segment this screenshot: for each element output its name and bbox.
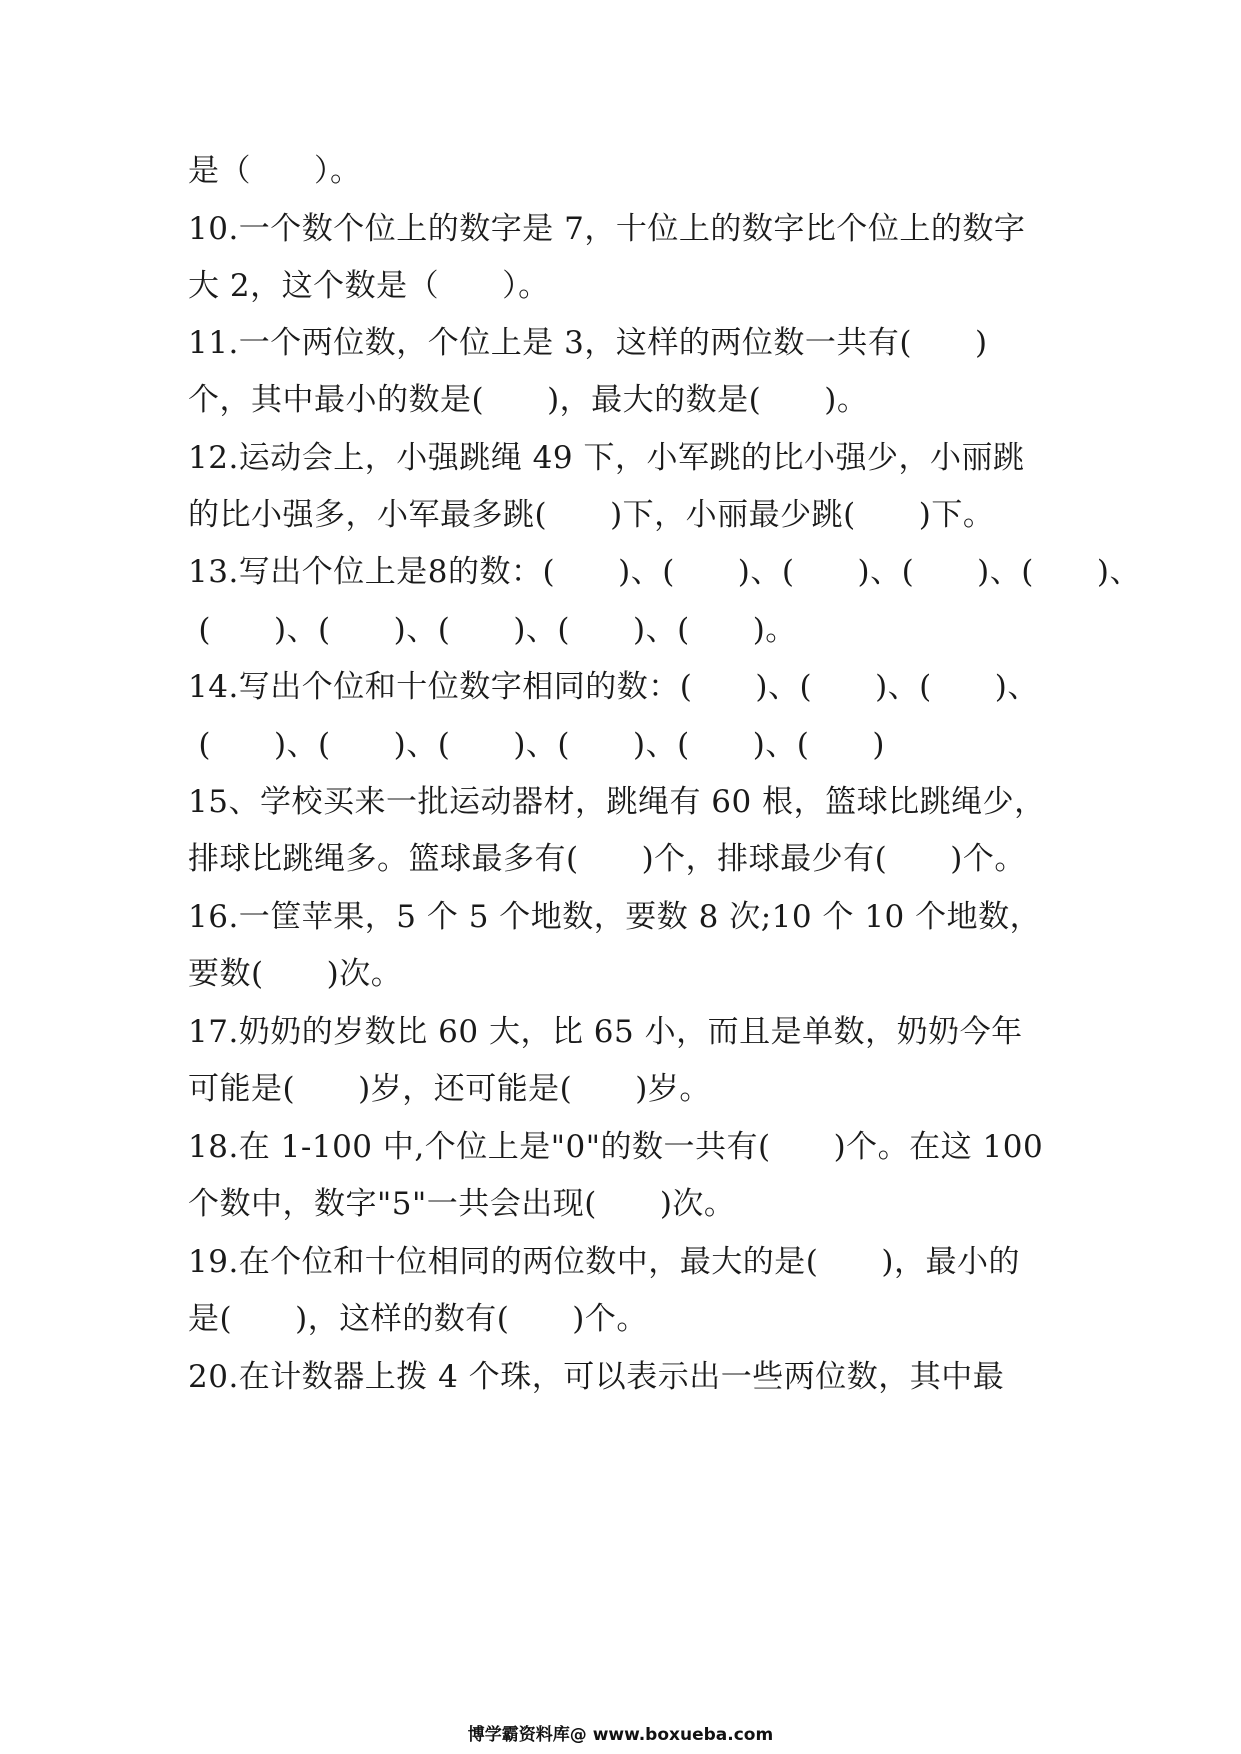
text-line: 个，其中最小的数是( )，最大的数是( )。 [188,382,869,418]
text-line: 10.一个数个位上的数字是 7，十位上的数字比个位上的数字 [188,211,1026,247]
text-line: 15、学校买来一批运动器材，跳绳有 60 根，篮球比跳绳少， [188,784,1046,820]
text-line: 17.奶奶的岁数比 60 大，比 65 小，而且是单数，奶奶今年 [188,1014,1023,1050]
text-line: ( )、( )、( )、( )、( )。 [188,612,797,648]
text-line: 14.写出个位和十位数字相同的数：( )、( )、( )、 [188,669,1039,705]
text-line: 20.在计数器上拨 4 个珠，可以表示出一些两位数，其中最 [188,1359,1005,1395]
text-line: 是( )，这样的数有( )个。 [188,1301,648,1337]
text-line: 18.在 1-100 中,个位上是"0"的数一共有( )个。在这 100 [188,1129,1044,1165]
footer-watermark: 博学霸资料库@ www.boxueba.com [467,1725,774,1745]
text-line: 12.运动会上，小强跳绳 49 下，小军跳的比小强少，小丽跳 [188,440,1025,476]
text-line: 13.写出个位上是8的数：( )、( )、( )、( )、( )、 [188,554,1141,590]
text-line: 个数中，数字"5"一共会出现( )次。 [188,1186,736,1222]
text-line: 大 2，这个数是（ ）。 [188,268,550,304]
text-line: 19.在个位和十位相同的两位数中，最大的是( )，最小的 [188,1244,1020,1280]
text-line: 11.一个两位数，个位上是 3，这样的两位数一共有( ) [188,325,988,361]
text-line: 的比小强多，小军最多跳( )下，小丽最少跳( )下。 [188,497,995,533]
text-line: 要数( )次。 [188,956,403,992]
text-line: ( )、( )、( )、( )、( )、( ) [188,727,885,763]
text-line: 可能是( )岁，还可能是( )岁。 [188,1071,711,1107]
text-line: 16.一筐苹果，5 个 5 个地数，要数 8 次;10 个 10 个地数， [188,899,1042,935]
text-line: 排球比跳绳多。篮球最多有( )个，排球最少有( )个。 [188,841,1026,877]
text-line: 是（ ）。 [188,153,362,189]
